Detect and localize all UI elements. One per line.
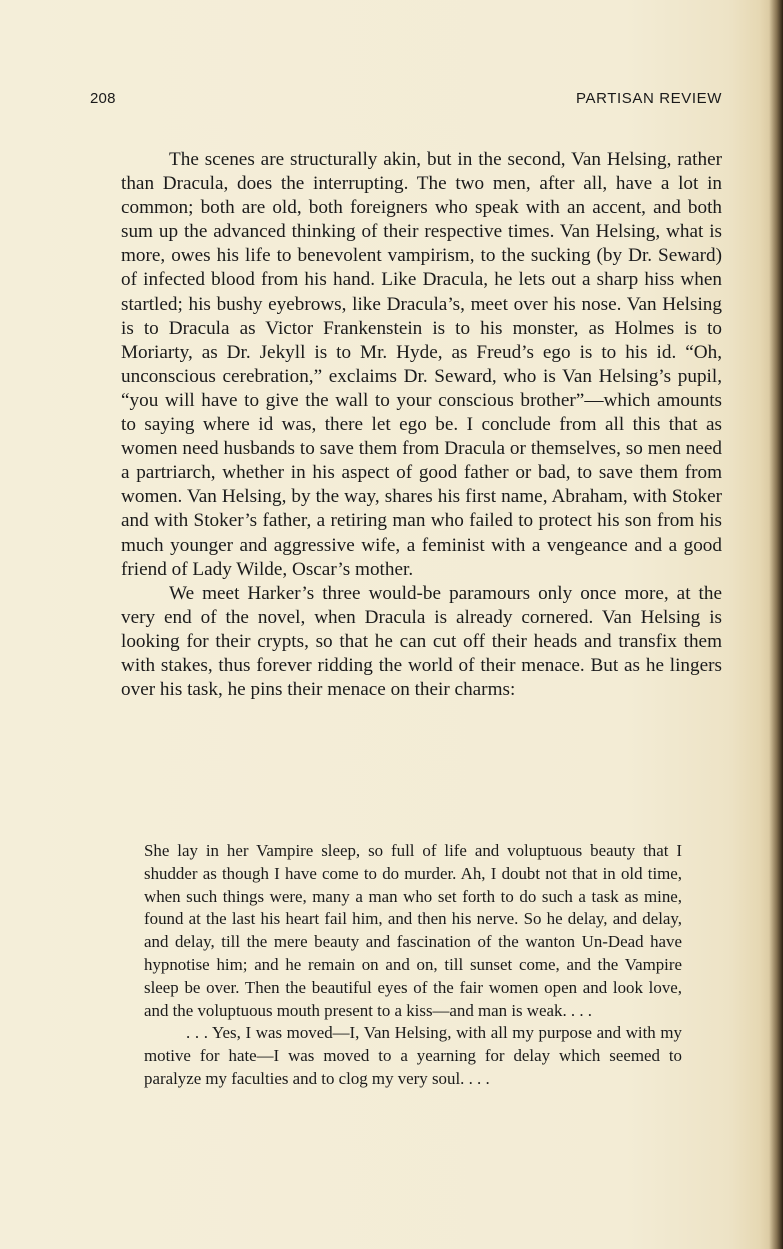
page-number: 208 — [90, 90, 116, 107]
body-text — [121, 148, 722, 702]
page-header — [90, 90, 722, 114]
body-paragraph-2: We meet Harker’s three would-be paramours only once more, at the very end of the novel, when Dracula is already cornered. Van Helsing is looking for their crypts, so that he can cut off their heads and transfix them with stakes, thus forever ridding the world of their menace. But as he lingers over his task, he pins their menace on their charms: — [121, 582, 722, 701]
body-paragraph-1: The scenes are structurally akin, but in the second, Van Helsing, rather than Dracula, does the interrupting. The two men, after all, have a lot in common; both are old, both foreigners who speak with an accent, and both sum up the advanced thinking of their respective times. Van Helsing, what is more, owes his life to benevolent vampirism, to the sucking (by Dr. Seward) of infected blood from his hand. Like Dracula, he lets out a sharp hiss when startled; his bushy eyebrows, like Dracula’s, meet over his nose. Van Helsing is to Dracula as Victor Frankenstein is to his monster, as Holmes is to Moriarty, as Dr. Jekyll is to Mr. Hyde, as Freud’s ego is to his id. “Oh, unconscious cerebration,” exclaims Dr. Seward, who is Van Helsing’s pupil, “you will have to give the wall to your conscious brother”—which amounts to saying where id was, there let ego be. I conclude from all this that as women need husbands to save them from Dracula or themselves, so men need a partriarch, whether in his aspect of good father or bad, to save them from women. Van Helsing, by the way, shares his first name, Abraham, with Stoker and with Stoker’s father, a retiring man who failed to protect his son from his much younger and aggressive wife, a feminist with a vengeance and a good friend of Lady Wilde, Oscar’s mother. — [121, 149, 722, 580]
quote-paragraph-2: . . . Yes, I was moved—I, Van Helsing, with all my purpose and with my motive for hate—I was moved to a yearning for delay which seemed to paralyze my faculties and to clog my very soul. . . . — [144, 1023, 682, 1088]
running-head: PARTISAN REVIEW — [576, 90, 722, 107]
book-binding-edge — [769, 0, 783, 1249]
block-quote — [144, 840, 682, 1091]
quote-paragraph-1: She lay in her Vampire sleep, so full of life and voluptuous beauty that I shudder as though I have come to do murder. Ah, I doubt not that in old time, when such things were, many a man who set forth to do such a task as mine, found at the last his heart fail him, and then his nerve. So he delay, and delay, and delay, till the mere beauty and fascination of the wanton Un-Dead have hypnotise him; and he remain on and on, till sunset come, and the Vampire sleep be over. Then the beautiful eyes of the fair women open and look love, and the voluptuous mouth present to a kiss—and man is weak. . . . — [144, 841, 682, 1020]
